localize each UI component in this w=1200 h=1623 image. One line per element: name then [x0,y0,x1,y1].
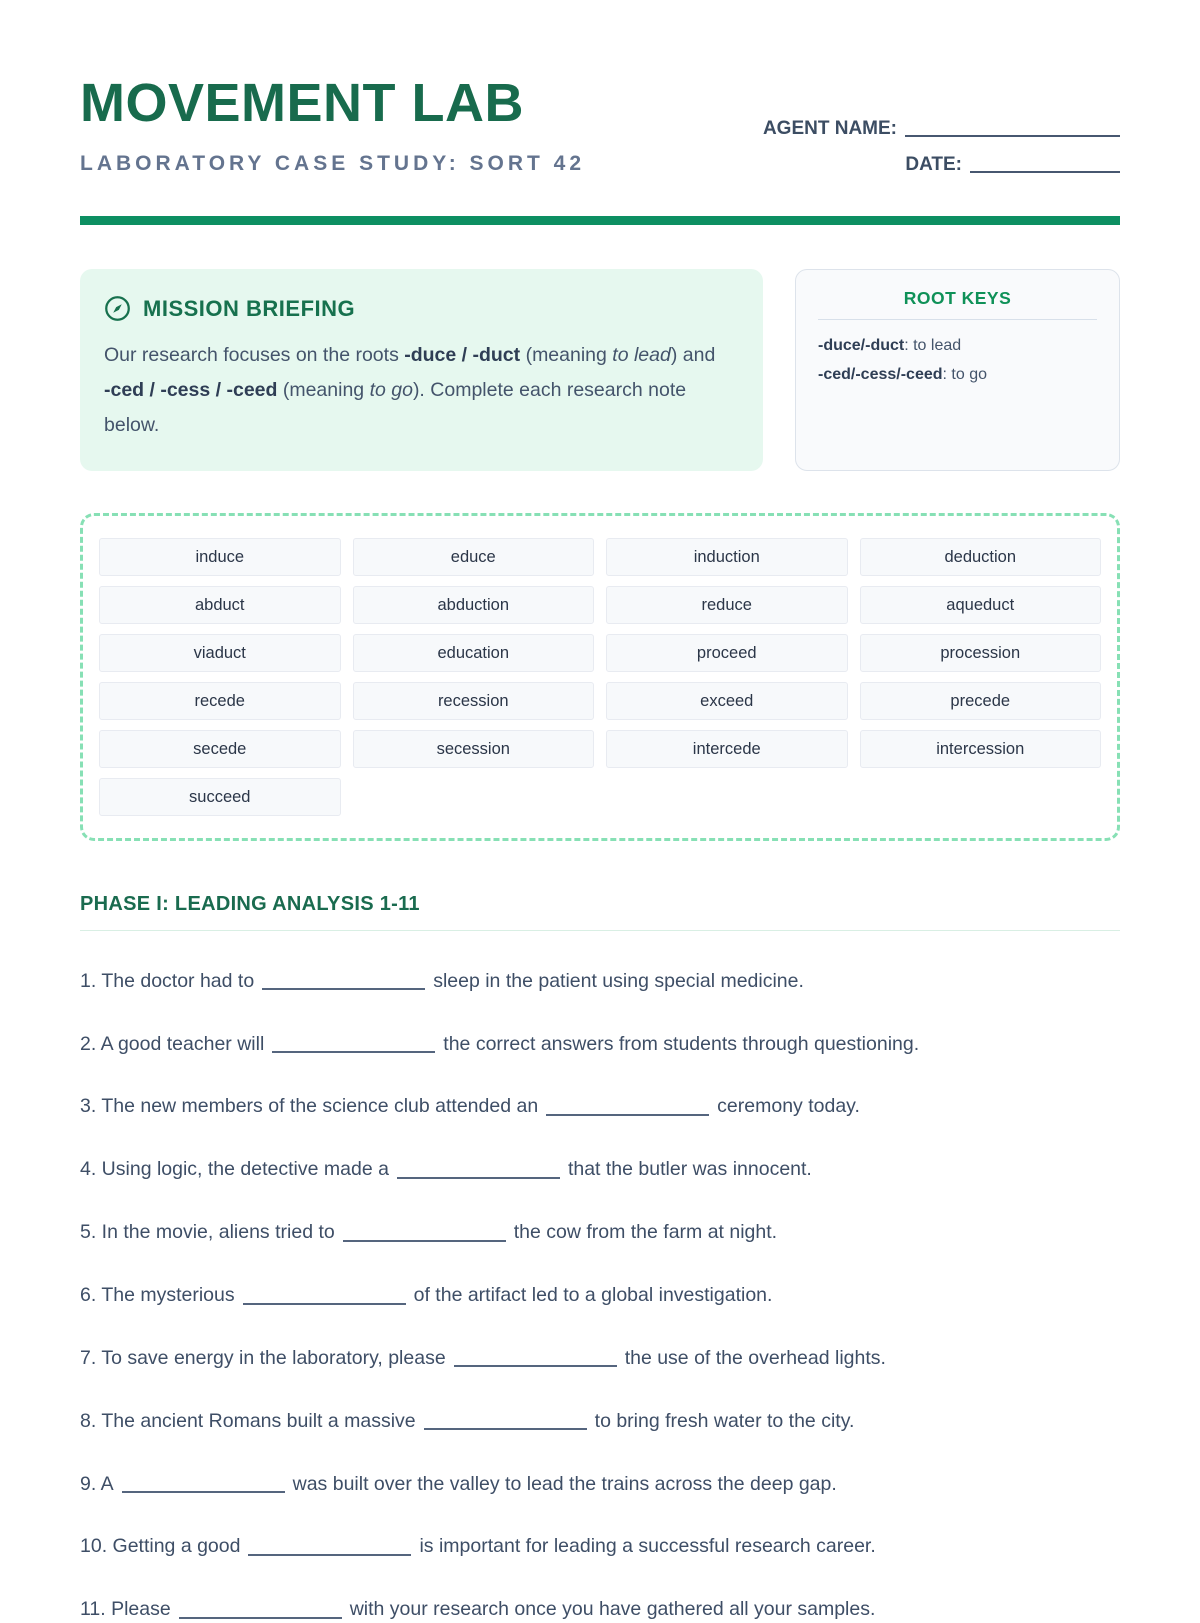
agent-name-blank [905,119,1120,137]
date-blank [970,155,1120,173]
word-chip: proceed [606,634,848,672]
word-chip: deduction [860,538,1102,576]
word-chip: abduction [353,586,595,624]
question-text-post: the use of the overhead lights. [624,1346,886,1369]
question-text-post: the correct answers from students through questioning. [443,1032,920,1055]
word-chip: viaduct [99,634,341,672]
question-blank [343,1223,506,1242]
root-key-entry: -ced/-cess/-ceed: to go [818,365,987,383]
question-text-pre: 8. The ancient Romans built a massive [80,1409,416,1432]
question-item [80,1597,1120,1622]
question-text-post: is important for leading a successful research career. [419,1535,876,1558]
question-text-post: with your research once you have gathered all your samples. [349,1598,876,1621]
phase-divider [80,930,1120,931]
date-label: DATE: [905,154,962,175]
word-chip: induction [606,538,848,576]
mission-briefing-card [80,269,763,471]
briefing-text-segment: ) and [670,344,716,366]
briefing-text-segment: (meaning [520,344,613,366]
word-chip: precede [860,682,1102,720]
header [80,73,1120,190]
root-keys-title: ROOT KEYS [903,288,1012,308]
questions-list [80,969,1120,1623]
word-chip: exceed [606,682,848,720]
question-blank [248,1537,411,1556]
root-keys-card [795,269,1120,471]
word-chip: educe [353,538,595,576]
word-chip: recession [353,682,595,720]
word-chip: reduce [606,586,848,624]
question-text-post: the cow from the farm at night. [513,1221,778,1244]
page-title: MOVEMENT LAB [80,73,524,133]
question-text-post: was built over the valley to lead the trains across the deep gap. [292,1472,837,1495]
question-item [80,1094,1120,1119]
mission-briefing-text [104,338,724,443]
question-text-pre: 9. A [80,1472,114,1495]
root-keys-divider [818,319,1097,320]
briefing-text-segment: to lead [612,344,671,366]
agent-name-label: AGENT NAME: [762,118,897,139]
question-blank [397,1160,560,1179]
word-chip: education [353,634,595,672]
question-blank [179,1600,342,1619]
header-left [80,73,586,176]
briefing-text-segment: ). Complete each research note below. [104,379,687,437]
question-blank [122,1475,285,1494]
word-chip: succeed [99,778,341,816]
question-text-post: of the artifact led to a global investigation. [413,1284,773,1306]
header-fields [763,118,1120,190]
question-item [80,969,1120,994]
briefing-text-segment: -duce / -duct [404,344,521,366]
word-chip: secession [353,730,595,768]
question-item [80,1472,1120,1497]
question-item [80,1346,1120,1371]
word-chip: intercede [606,730,848,768]
question-blank [272,1035,435,1054]
question-text-post: sleep in the patient using special medicine. [433,969,804,992]
page-subtitle: LABORATORY CASE STUDY: SORT 42 [80,152,586,175]
mission-briefing-header [104,295,739,322]
question-item [80,1409,1120,1434]
word-chip: aqueduct [860,586,1102,624]
question-item [80,1157,1120,1182]
question-item [80,1220,1120,1245]
question-text-pre: 2. A good teacher will [80,1032,265,1055]
briefing-text-segment: to go [369,379,413,402]
question-text-pre: 11. Please [80,1598,171,1621]
word-chip: intercession [860,730,1102,768]
question-text-post: that the butler was innocent. [567,1158,812,1181]
worksheet-page [80,0,1120,1623]
question-text-pre: 7. To save energy in the laboratory, please [80,1346,446,1369]
word-chip: abduct [99,586,341,624]
briefing-text-segment: Our research focuses on the roots [104,344,405,366]
word-chip: recede [99,682,341,720]
question-item [80,1534,1120,1559]
question-blank [424,1412,587,1431]
briefing-text-segment: (meaning [277,379,370,402]
question-blank [243,1286,406,1305]
header-rule [80,216,1120,225]
root-keys-entries [818,332,1097,390]
word-chip: secede [99,730,341,768]
question-blank [454,1349,617,1368]
question-item [80,1283,1120,1308]
word-chip: induce [99,538,341,576]
question-blank [546,1097,709,1116]
date-row [763,154,1120,176]
question-text-pre: 3. The new members of the science club attended an [80,1095,539,1118]
briefing-text-segment: -ced / -cess / -ceed [104,379,278,402]
question-text-pre: 1. The doctor had to [80,969,255,992]
question-blank [262,972,425,991]
mission-briefing-title: MISSION BRIEFING [143,295,356,321]
question-text-pre: 6. The mysterious [80,1284,235,1306]
question-text-pre: 10. Getting a good [80,1535,241,1558]
info-boxes [80,269,1120,471]
question-text-post: to bring fresh water to the city. [594,1409,855,1432]
question-item [80,1032,1120,1057]
phase-heading: PHASE I: LEADING ANALYSIS 1-11 [80,893,420,916]
agent-name-row [763,118,1120,140]
question-text-pre: 4. Using logic, the detective made a [80,1158,389,1181]
word-chip: procession [860,634,1102,672]
root-key-entry: -duce/-duct: to lead [818,337,962,354]
word-bank [80,513,1120,841]
compass-icon [104,295,131,322]
question-text-pre: 5. In the movie, aliens tried to [80,1221,335,1244]
question-text-post: ceremony today. [717,1095,860,1118]
